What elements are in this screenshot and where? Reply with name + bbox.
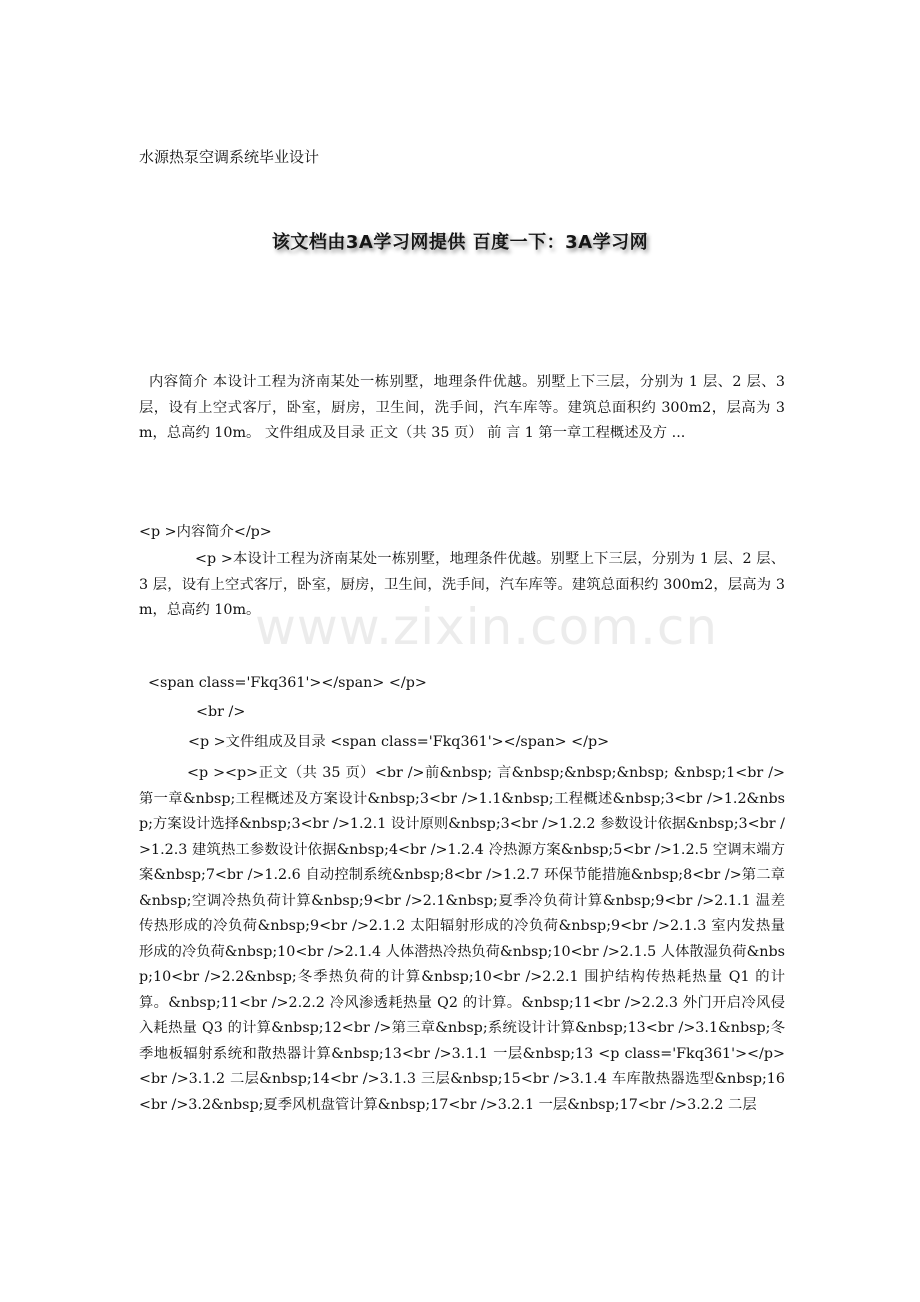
html-line-br: <br /> [196, 704, 246, 720]
html-paragraph-toc: <p ><p>正文（共 35 页）<br />前&nbsp; 言&nbsp;&nbsp;&nbsp; &nbsp;1<br />第一章&nbsp;工程概述及方案设计&nbsp;3<br />1.1&nbsp;工程概述&nbsp;3<br />1.2&nbsp;方案设计选择&nbsp;3<br />1.2.1 设计原则&nbsp;3<br />1.2.2 参数设计依据&nbsp;3<br />1.2.3 建筑热工参数设计依据&nbsp;4<br />1.2.4 冷热源方案&nbsp;5<br />1.2.5 空调末端方案&nbsp;7<br />1.2.6 自动控制系统&nbsp;8<br />1.2.7 环保节能措施&nbsp;8<br />第二章&nbsp;空调冷热负荷计算&nbsp;9<br />2.1&nbsp;夏季冷负荷计算&nbsp;9<br />2.1.1 温差传热形成的冷负荷&nbsp;9<br />2.1.2 太阳辐射形成的冷负荷&nbsp;9<br />2.1.3 室内发热量形成的冷负荷&nbsp;10<br />2.1.4 人体潜热冷热负荷&nbsp;10<br />2.1.5 人体散湿负荷&nbsp;10<br />2.2&nbsp;冬季热负荷的计算&nbsp;10<br />2.2.1 围护结构传热耗热量 Q1 的计算。&nbsp;11<br />2.2.2 冷风渗透耗热量 Q2 的计算。&nbsp;11<br />2.2.3 外门开启冷风侵入耗热量 Q3 的计算&nbsp;12<br />第三章&nbsp;系统设计计算&nbsp;13<br />3.1&nbsp;冬季地板辐射系统和散热器计算&nbsp;13<br />3.1.1 一层&nbsp;13 <p class='Fkq361'></p><br />3.1.2 二层&nbsp;14<br />3.1.3 三层&nbsp;15<br />3.1.4 车库散热器选型&nbsp;16<br />3.2&nbsp;夏季风机盘管计算&nbsp;17<br />3.2.1 一层&nbsp;17<br />3.2.2 二层 [139, 765, 785, 1113]
watermark: www.zixin.com.cn [255, 598, 719, 656]
source-banner: 该文档由3A学习网提供 百度一下：3A学习网 [271, 232, 649, 253]
html-line-span: <span class='Fkq361'></span> </p> [148, 675, 427, 691]
html-line-files: <p >文件组成及目录 <span class='Fkq361'></span> </p> [188, 734, 610, 750]
summary-paragraph: 内容简介 本设计工程为济南某处一栋别墅，地理条件优越。别墅上下三层，分别为 1 层、2 层、3 层，设有上空式客厅，卧室，厨房，卫生间，洗手间，汽车库等。建筑总面积约 300m2，层高为 3m，总高约 10m。 文件组成及目录 正文（共 35 页） 前 言 1 第一章工程概述及方 ... [139, 374, 785, 441]
html-paragraph-body: <p >本设计工程为济南某处一栋别墅，地理条件优越。别墅上下三层，分别为 1 层、2 层、3 层，设有上空式客厅，卧室，厨房，卫生间，洗手间，汽车库等。建筑总面积约 300m2，层高为 3m，总高约 10m。 [139, 551, 785, 618]
html-line-intro: <p >内容简介</p> [139, 524, 272, 540]
document-title: 水源热泵空调系统毕业设计 [139, 148, 320, 166]
